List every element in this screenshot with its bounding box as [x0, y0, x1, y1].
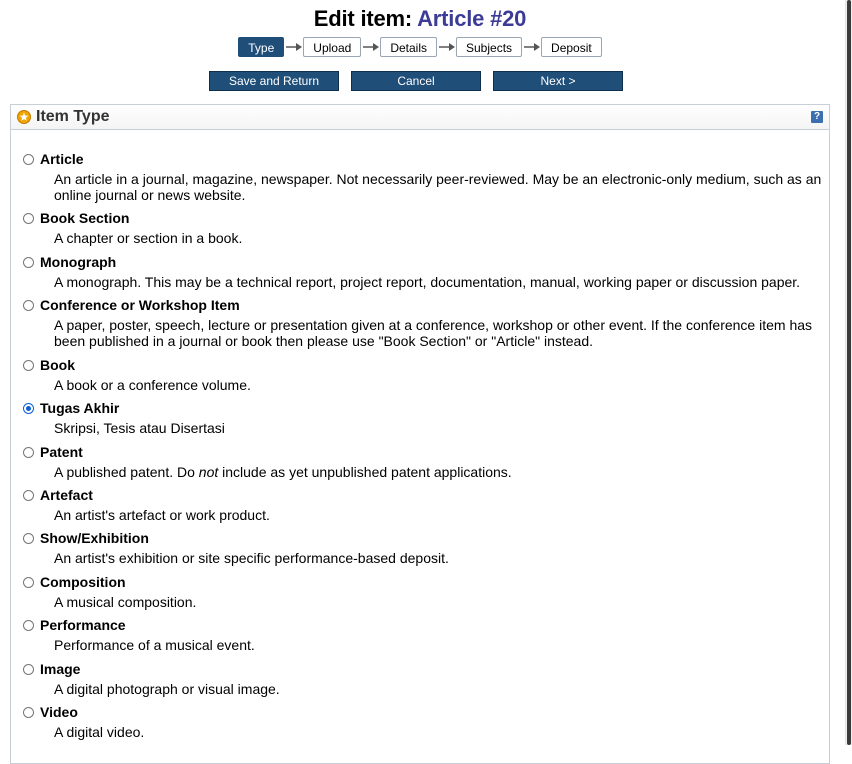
star-icon: [17, 110, 31, 124]
radio-book-section[interactable]: [23, 213, 34, 224]
radio-book[interactable]: [23, 360, 34, 371]
item-type-label[interactable]: Performance: [40, 617, 126, 633]
item-type-label[interactable]: Image: [40, 661, 81, 677]
item-type-description: [54, 464, 829, 480]
help-icon[interactable]: ?: [811, 111, 823, 123]
item-type-description: An artist's exhibition or site specific performance-based deposit.: [54, 550, 449, 566]
item-type-label[interactable]: Book: [40, 357, 75, 373]
scrollbar-thumb[interactable]: [847, 0, 851, 745]
scrollbar[interactable]: [845, 0, 852, 745]
save-and-return-button[interactable]: Save and Return: [209, 71, 339, 91]
item-type-label[interactable]: Video: [40, 704, 78, 720]
item-type-label[interactable]: Patent: [40, 444, 83, 460]
patent-desc-before: A published patent. Do: [54, 464, 199, 480]
item-type-panel: [10, 104, 830, 764]
item-type-label[interactable]: Article: [40, 151, 84, 167]
item-type-description: A book or a conference volume.: [54, 377, 251, 393]
item-name: Article #20: [417, 6, 527, 31]
item-type-label[interactable]: Conference or Workshop Item: [40, 297, 240, 313]
next-button[interactable]: Next >: [493, 71, 623, 91]
item-type-description: A monograph. This may be a technical report, project report, documentation, manual, working paper or discussion paper.: [54, 274, 801, 290]
step-subjects[interactable]: Subjects: [456, 37, 522, 57]
item-type-description: Performance of a musical event.: [54, 637, 255, 653]
radio-patent[interactable]: [23, 447, 34, 458]
patent-desc-emphasis: not: [198, 464, 219, 480]
item-type-description: A digital photograph or visual image.: [54, 681, 280, 697]
item-type-description: An artist's artefact or work product.: [54, 507, 270, 523]
radio-tugas-akhir[interactable]: [23, 403, 34, 414]
item-type-description: A paper, poster, speech, lecture or presentation given at a conference, workshop or other event. If the conference item has been published in a journal or book then please use "Book Section" or "Article" instead.: [54, 317, 813, 349]
radio-image[interactable]: [23, 664, 34, 675]
step-details[interactable]: Details: [380, 37, 437, 57]
item-type-label[interactable]: Show/Exhibition: [40, 530, 149, 546]
item-type-label[interactable]: Book Section: [40, 210, 130, 226]
radio-composition[interactable]: [23, 577, 34, 588]
workflow-steps: [0, 37, 840, 57]
item-type-description: A chapter or section in a book.: [54, 230, 243, 246]
radio-conference[interactable]: [23, 300, 34, 311]
page-title: [0, 6, 840, 32]
arrow-right-icon: [284, 37, 303, 57]
item-type-label[interactable]: Monograph: [40, 254, 117, 270]
title-prefix: Edit item:: [313, 6, 418, 31]
radio-article[interactable]: [23, 154, 34, 165]
item-type-description: Skripsi, Tesis atau Disertasi: [54, 420, 225, 436]
item-type-description: A digital video.: [54, 724, 145, 740]
item-type-description: An article in a journal, magazine, newspaper. Not necessarily peer-reviewed. May be an electronic-only medium, such as an online journal or news website.: [54, 171, 822, 203]
panel-header: [11, 105, 829, 130]
item-type-description: A musical composition.: [54, 594, 197, 610]
radio-show-exhibition[interactable]: [23, 533, 34, 544]
patent-desc-after: include as yet unpublished patent applications.: [218, 464, 512, 480]
cancel-button[interactable]: Cancel: [351, 71, 481, 91]
step-deposit[interactable]: Deposit: [541, 37, 602, 57]
radio-monograph[interactable]: [23, 257, 34, 268]
radio-artefact[interactable]: [23, 490, 34, 501]
arrow-right-icon: [522, 37, 541, 57]
arrow-right-icon: [361, 37, 380, 57]
radio-video[interactable]: [23, 707, 34, 718]
step-type[interactable]: Type: [238, 37, 284, 57]
step-upload[interactable]: Upload: [303, 37, 361, 57]
arrow-right-icon: [437, 37, 456, 57]
item-type-label[interactable]: Composition: [40, 574, 126, 590]
action-buttons: [209, 71, 623, 91]
panel-title: Item Type: [36, 108, 110, 125]
radio-performance[interactable]: [23, 620, 34, 631]
item-type-label[interactable]: Tugas Akhir: [40, 400, 120, 416]
item-type-label[interactable]: Artefact: [40, 487, 93, 503]
